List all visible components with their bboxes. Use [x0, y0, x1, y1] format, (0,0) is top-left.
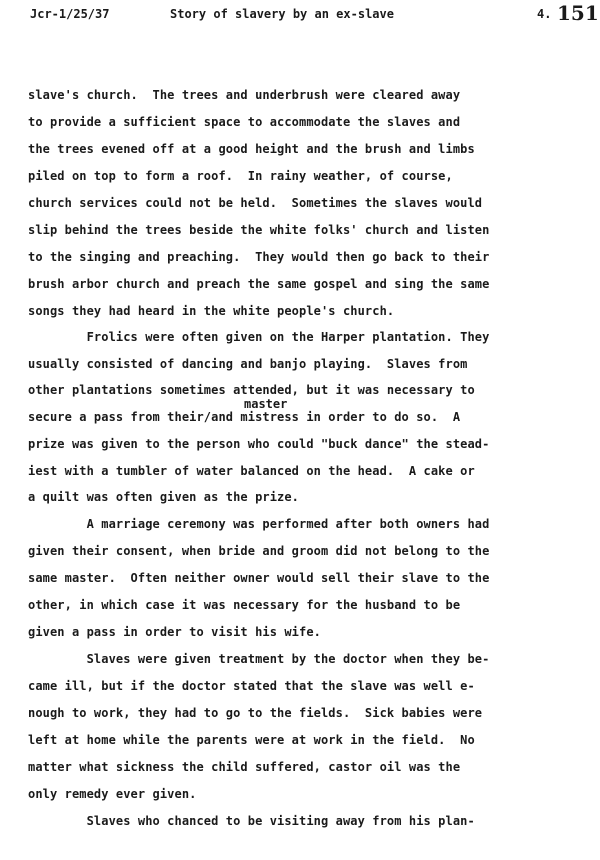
body-line: Frolics were often given on the Harper plantation. They: [28, 330, 490, 344]
body-line: given a pass in order to visit his wife.: [28, 625, 321, 639]
body-line: the trees evened off at a good height and the brush and limbs: [28, 142, 475, 156]
body-line: given their consent, when bride and groom did not belong to the: [28, 544, 490, 558]
body-line: only remedy ever given.: [28, 787, 197, 801]
handwritten-insertion: master: [244, 397, 288, 411]
body-line: slip behind the trees beside the white folks' church and listen: [28, 223, 490, 237]
page-stamp-number: 151: [557, 1, 599, 25]
body-line: slave's church. The trees and underbrush were cleared away: [28, 88, 461, 102]
body-line: nough to work, they had to go to the fields. Sick babies were: [28, 706, 483, 720]
body-line: to the singing and preaching. They would then go back to their: [28, 250, 490, 264]
body-line: prize was given to the person who could "buck dance" the stead-: [28, 437, 490, 451]
header-page-number: 4.: [537, 7, 552, 21]
body-line: Slaves were given treatment by the doctor when they be-: [28, 652, 490, 666]
body-line: secure a pass from their/and mistress in order to do so. A: [28, 410, 461, 424]
body-line: same master. Often neither owner would sell their slave to the: [28, 571, 490, 585]
body-line: songs they had heard in the white people's church.: [28, 304, 395, 318]
body-line: came ill, but if the doctor stated that the slave was well e-: [28, 679, 475, 693]
body-line: iest with a tumbler of water balanced on the head. A cake or: [28, 464, 475, 478]
body-line: left at home while the parents were at work in the field. No: [28, 733, 475, 747]
body-line: brush arbor church and preach the same gospel and sing the same: [28, 277, 490, 291]
body-line: other, in which case it was necessary for the husband to be: [28, 598, 461, 612]
body-line: piled on top to form a roof. In rainy weather, of course,: [28, 169, 453, 183]
header-reference: Jcr-1/25/37: [30, 7, 110, 21]
body-line: Slaves who chanced to be visiting away from his plan-: [28, 814, 475, 828]
header-title: Story of slavery by an ex-slave: [170, 7, 394, 21]
body-line: other plantations sometimes attended, but it was necessary to: [28, 383, 475, 397]
body-line: matter what sickness the child suffered, castor oil was the: [28, 760, 461, 774]
body-line: to provide a sufficient space to accommodate the slaves and: [28, 115, 461, 129]
body-line: A marriage ceremony was performed after both owners had: [28, 517, 490, 531]
body-line: church services could not be held. Sometimes the slaves would: [28, 196, 483, 210]
body-line: a quilt was often given as the prize.: [28, 490, 300, 504]
body-line: usually consisted of dancing and banjo playing. Slaves from: [28, 357, 468, 371]
